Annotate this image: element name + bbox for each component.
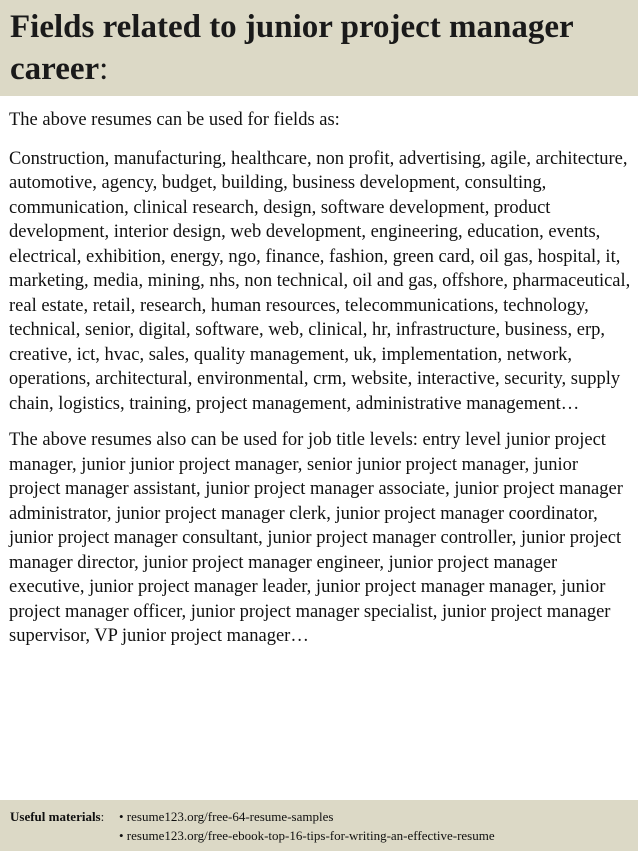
job-levels-text: The above resumes also can be used for job title levels: entry level junior project manager, junior junior project manager, senior junior project manager, junior project manager assistant, junior project manager associate, junior project manager administrator, junior project manager clerk, junior project manager coordinator, junior project manager consultant, junior project manager controller, junior project manager director, junior project manager engineer, junior project manager executive, junior project manager leader, junior project manager manager, junior project manager officer, junior project manager specialist, junior project manager supervisor, VP junior project manager… bbox=[9, 430, 623, 646]
useful-materials-label-text: Useful materials bbox=[10, 809, 101, 824]
resume-samples-link[interactable]: • resume123.org/free-64-resume-samples bbox=[119, 809, 334, 824]
useful-materials-label bbox=[10, 807, 119, 826]
useful-materials bbox=[10, 807, 495, 845]
resume-tips-ebook-link[interactable]: • resume123.org/free-ebook-top-16-tips-for-writing-an-effective-resume bbox=[119, 828, 495, 843]
page-title bbox=[10, 6, 630, 90]
footer-row-2 bbox=[10, 826, 495, 845]
fields-list-text: Construction, manufacturing, healthcare, non profit, advertising, agile, architecture, automotive, agency, budget, building, business development, consulting, communication, clinical research, design, software development, product development, interior design, web development, engineering, education, events, electrical, exhibition, energy, ngo, finance, fashion, green card, oil gas, hospital, it, marketing, media, mining, nhs, non technical, oil and gas, offshore, pharmaceutical, real estate, retail, research, human resources, telecommunications, technology, technical, senior, digital, software, web, clinical, hr, infrastructure, business, erp, creative, ict, hvac, sales, quality management, uk, implementation, network, operations, architectural, environmental, crm, website, interactive, security, supply chain, logistics, training, project management, administrative management… bbox=[9, 148, 631, 414]
main-content bbox=[9, 108, 631, 649]
page-title-text: Fields related to junior project manager career bbox=[10, 9, 574, 87]
footer-row-1 bbox=[10, 807, 495, 826]
page-title-colon: : bbox=[99, 51, 109, 87]
useful-materials-label-colon: : bbox=[100, 809, 105, 824]
intro-text: The above resumes can be used for fields as: bbox=[9, 110, 340, 130]
